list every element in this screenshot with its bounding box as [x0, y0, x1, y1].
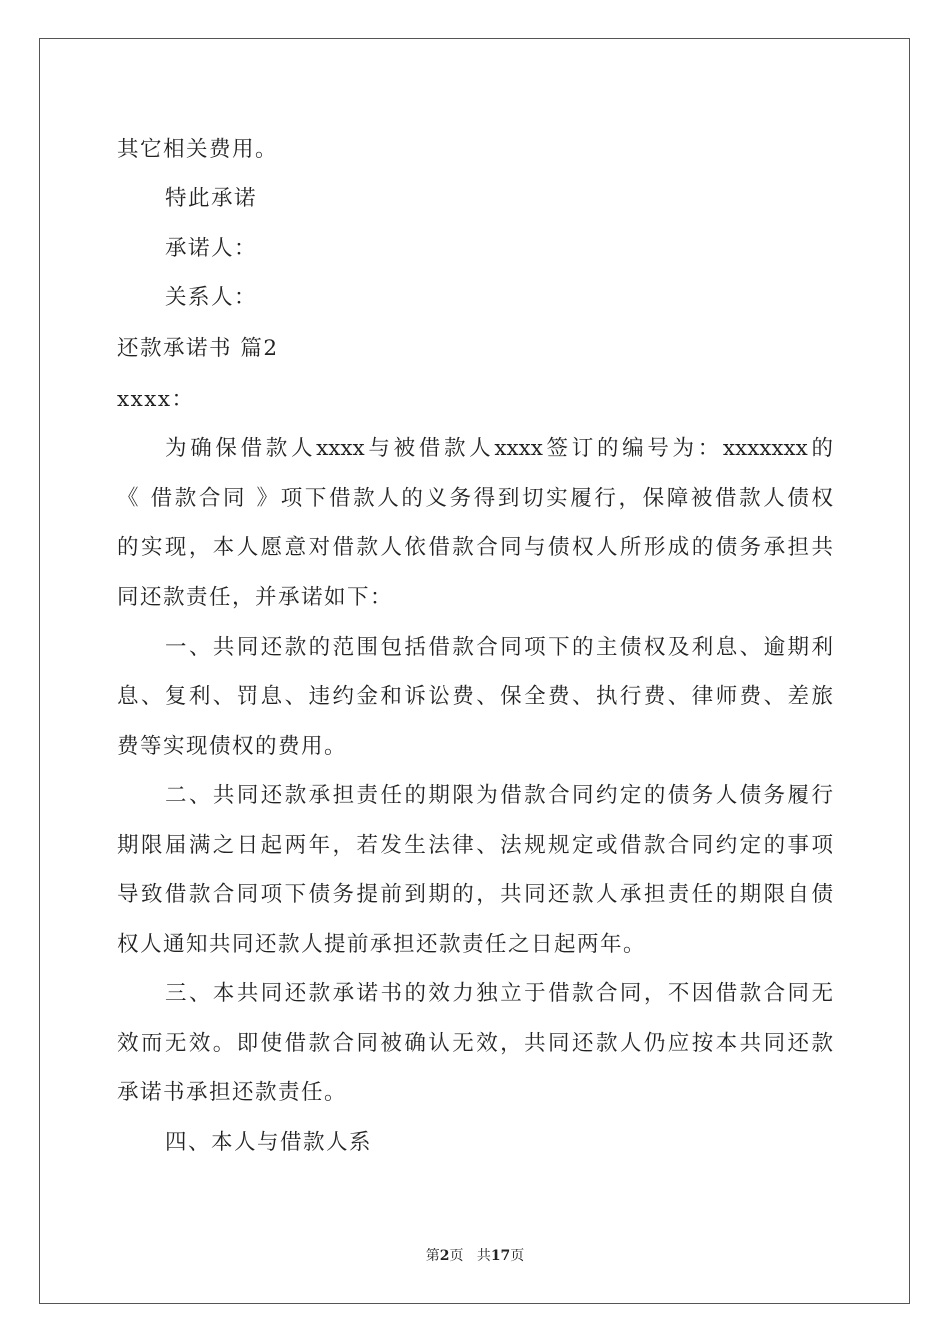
text-line: 息、复利、罚息、违约金和诉讼费、保全费、执行费、律师费、差旅 [117, 684, 833, 709]
total-pages: 17 [490, 1248, 511, 1264]
page-border [39, 38, 910, 1304]
text-line: 三、本共同还款承诺书的效力独立于借款合同，不因借款合同无 [165, 981, 833, 1006]
text-line: 一、共同还款的范围包括借款合同项下的主债权及利息、逾期利 [165, 635, 833, 660]
text-line: 效而无效。即使借款合同被确认无效，共同还款人仍应按本共同还款 [117, 1031, 833, 1056]
page-footer [0, 1246, 950, 1266]
text-line: 费等实现债权的费用。 [117, 734, 348, 759]
page-suffix: 页 [449, 1248, 464, 1264]
text-line: 其它相关费用。 [117, 137, 279, 162]
text-line: 关系人： [165, 285, 258, 310]
text-line: 特此承诺 [165, 186, 258, 211]
text-line: 同还款责任，并承诺如下： [117, 585, 394, 610]
text-line: 期限届满之日起两年，若发生法律、法规规定或借款合同约定的事项 [117, 833, 833, 858]
total-suffix: 页 [510, 1248, 525, 1264]
text-line: 承诺人： [165, 236, 258, 261]
text-line: 的实现，本人愿意对借款人依借款合同与债权人所形成的债务承担共 [117, 535, 833, 560]
text-line: 权人通知共同还款人提前承担还款责任之日起两年。 [117, 932, 647, 957]
text-line: 为确保借款人xxxx与被借款人xxxx签订的编号为：xxxxxxx的 [165, 436, 833, 461]
text-line: 四、本人与借款人系 [165, 1130, 373, 1155]
page-prefix: 第 [425, 1248, 440, 1264]
page-number: 2 [439, 1248, 450, 1264]
text-line: 承诺书承担还款责任。 [117, 1080, 348, 1105]
salutation: xxxx： [117, 387, 195, 412]
text-line: 二、共同还款承担责任的期限为借款合同约定的债务人债务履行 [165, 783, 833, 808]
text-line: 《 借款合同 》项下借款人的义务得到切实履行，保障被借款人债权 [117, 486, 833, 511]
total-prefix: 共 [476, 1248, 491, 1264]
section-heading: 还款承诺书 篇2 [117, 336, 279, 361]
text-line: 导致借款合同项下债务提前到期的，共同还款人承担责任的期限自债 [117, 882, 833, 907]
